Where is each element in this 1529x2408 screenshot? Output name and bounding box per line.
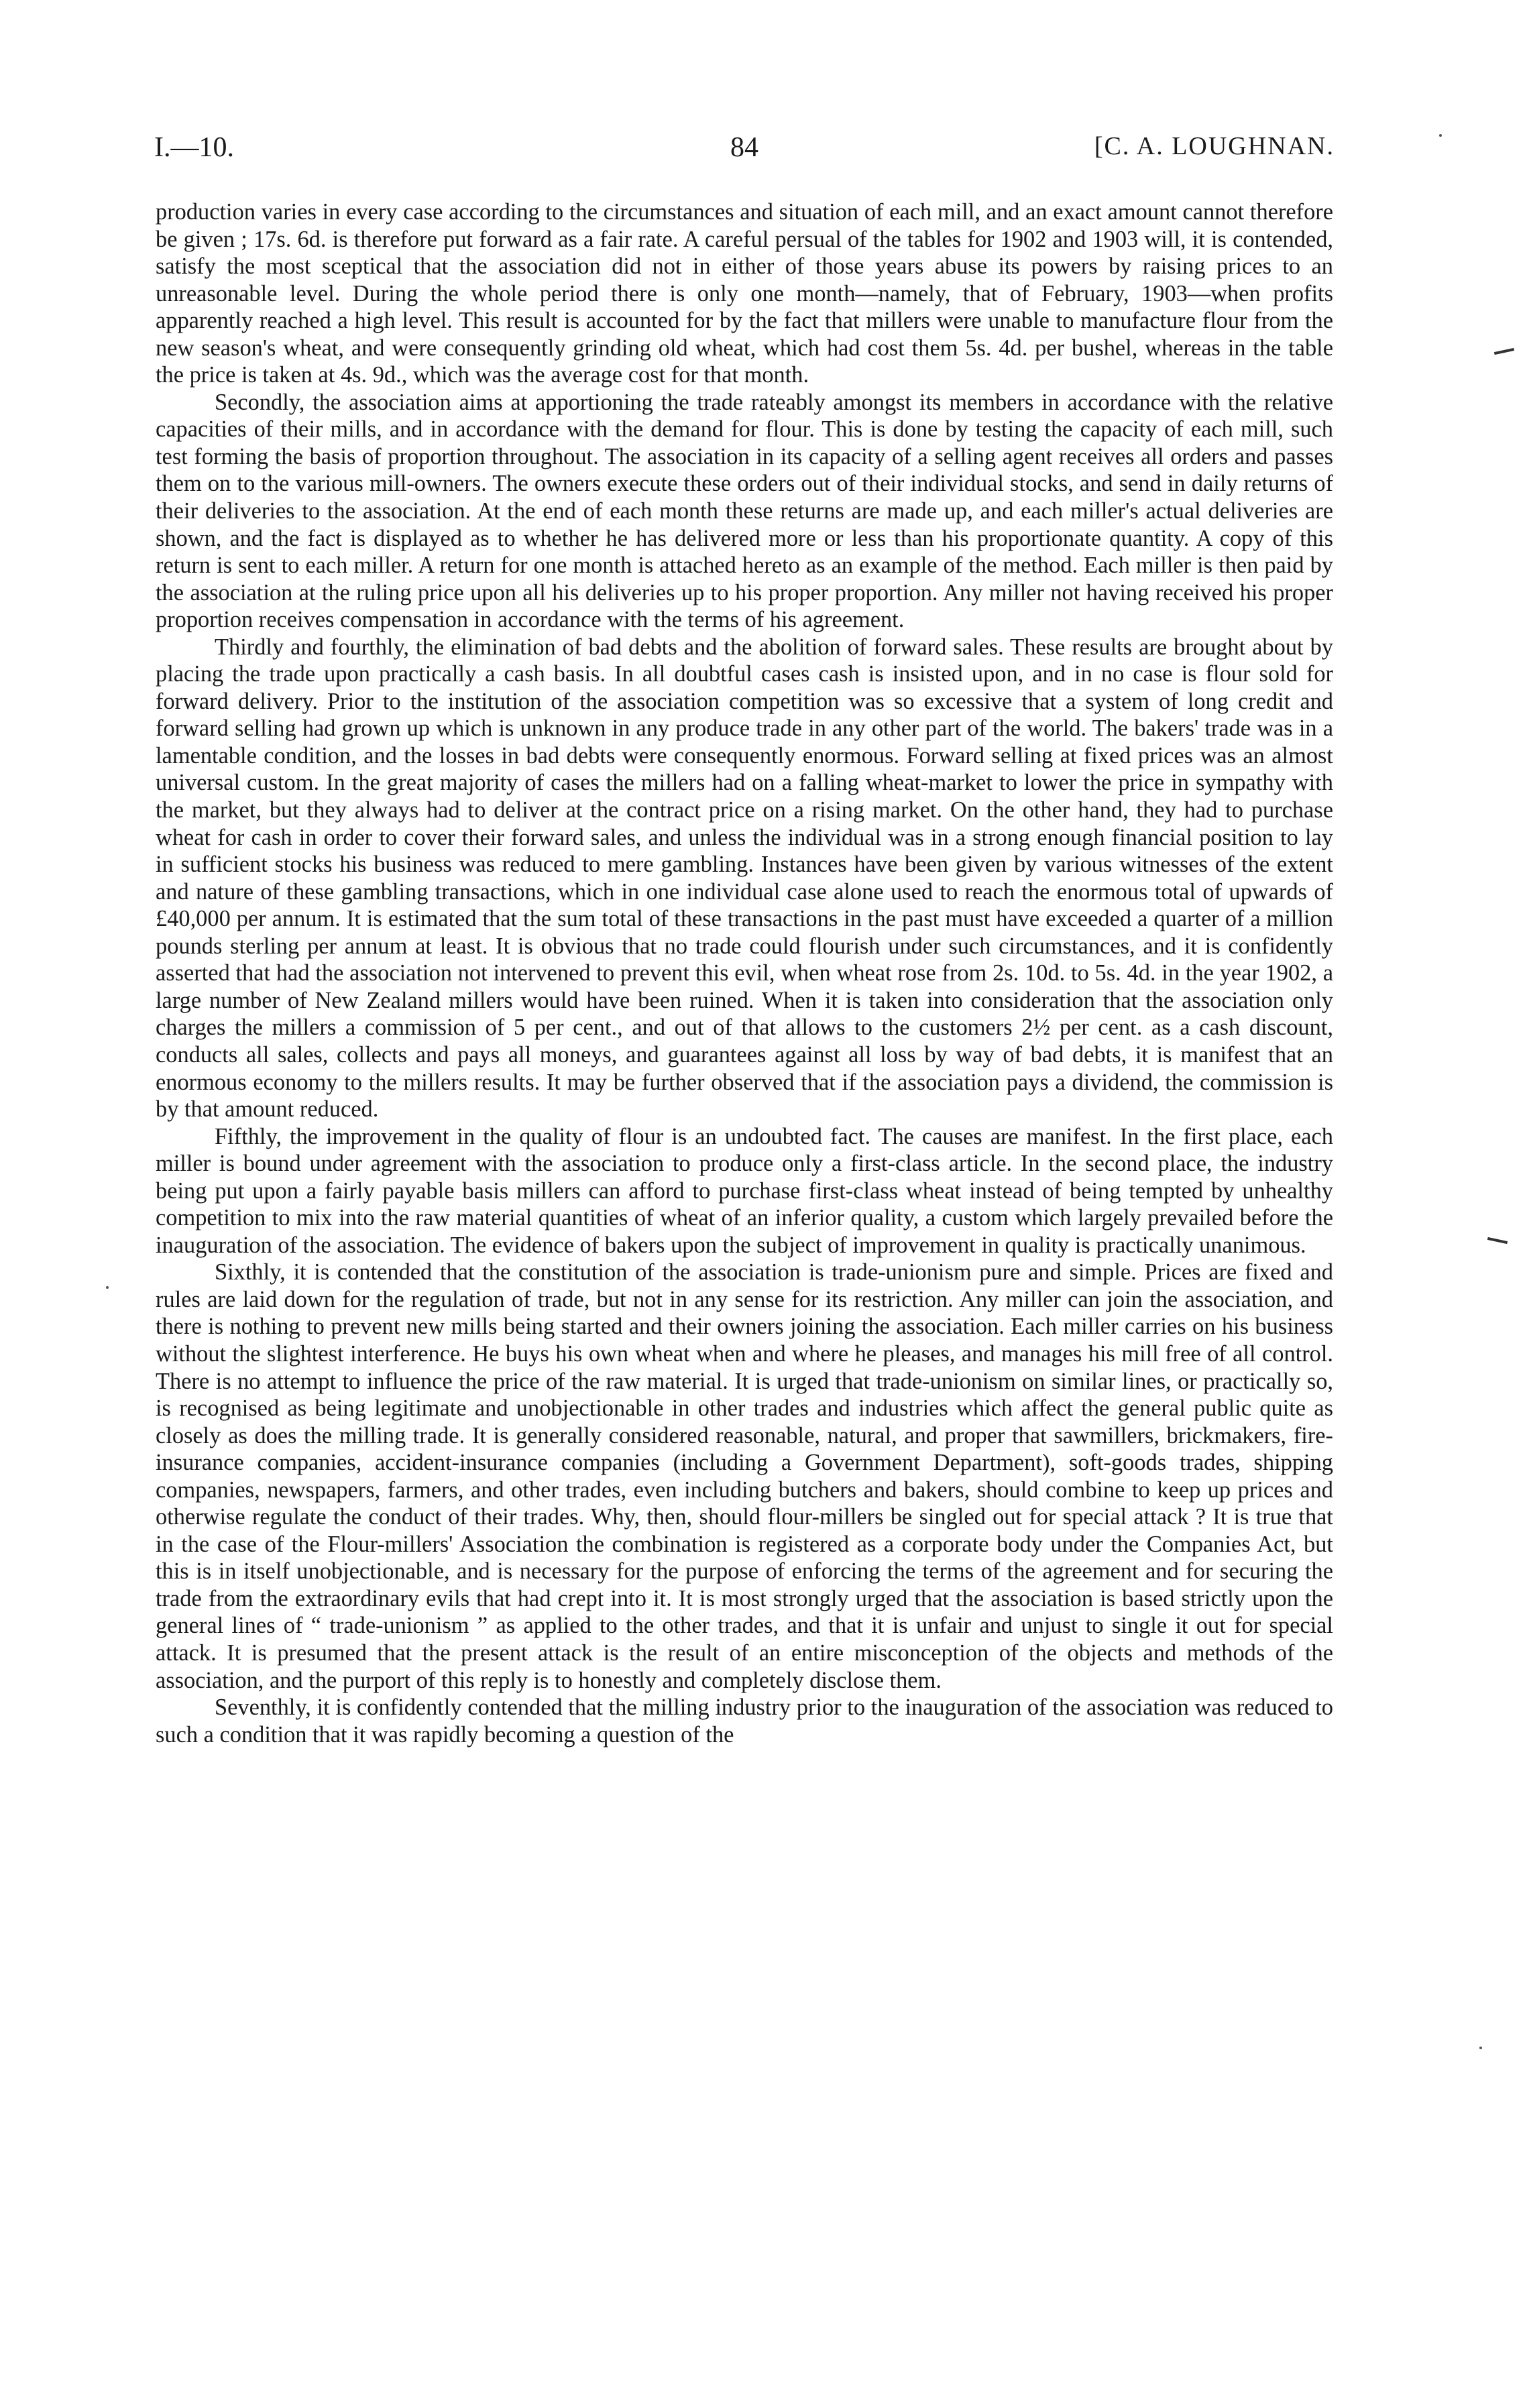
paragraph-sixthly: Sixthly, it is contended that the constitution of the association is trade-unionism pure and simple. Prices are fixed and rules are laid down for the regulation of trade, but not in any sense for its restriction. Any miller can join the association, and there is nothing to prevent new mills being started and their owners joining the association. Each miller carries on his business without the slightest interference. He buys his own wheat when and where he pleases, and manages his mill free of all control. There is no attempt to influence the price of the raw material. It is urged that trade-unionism on similar lines, or practically so, is recognised as being legitimate and unobjectionable in other trades and industries which affect the general public quite as closely as does the milling trade. It is generally considered reasonable, natural, and proper that sawmillers, brickmakers, fire-insurance companies, accident-insurance companies (including a Government Department), soft-goods trades, shipping companies, newspapers, farmers, and other trades, even including butchers and bakers, should combine to keep up prices and otherwise regulate the conduct of their trades. Why, then, should flour-millers be singled out for special attack ? It is true that in the case of the Flour-millers' Association the combination is registered as a corporate body under the Companies Act, but this is in itself unobjectionable, and is necessary for the purpose of enforcing the terms of the agreement and for securing the trade from the extraordinary evils that had crept into it. It is most strongly urged that the association is based strictly upon the general lines of “ trade-unionism ” as applied to the other trades, and that it is unfair and unjust to single it out for special attack. It is presumed that the present attack is the result of an entire misconception of the objects and methods of the association, and the purport of this reply is to honestly and completely disclose them. <box>156 1259 1333 1693</box>
margin-mark <box>1487 1237 1508 1244</box>
margin-mark <box>1494 348 1514 355</box>
paragraph-secondly: Secondly, the association aims at apportioning the trade rateably amongst its members in accordance with the relative capacities of their mills, and in accordance with the demand for flour. This is done by testing the capacity of each mill, such test forming the basis of proportion throughout. The association in its capacity of a selling agent receives all orders and passes them on to the various mill-owners. The owners execute these orders out of their individual stocks, and send in daily returns of their deliveries to the association. At the end of each month these returns are made up, and each miller's actual deliveries are shown, and the fact is displayed as to whether he has delivered more or less than his proportionate quantity. A copy of this return is sent to each miller. A return for one month is attached hereto as an example of the method. Each miller is then paid by the association at the ruling price upon all his deliveries up to his proper proportion. Any miller not having received his proper proportion receives compensation in accordance with the terms of his agreement. <box>156 389 1333 633</box>
paper-reference: I.—10. <box>154 132 234 163</box>
paragraph-continuation: production varies in every case according to the circumstances and situation of each mill, and an exact amount cannot therefore be given ; 17s. 6d. is therefore put forward as a fair rate. A careful persual of the tables for 1902 and 1903 will, it is contended, satisfy the most sceptical that the association did not in either of those years abuse its powers by raising prices to an unreasonable level. During the whole period there is only one month—namely, that of February, 1903—when profits apparently reached a high level. This result is accounted for by the fact that millers were unable to manufacture flour from the new season's wheat, and were consequently grinding old wheat, which had cost them 5s. 4d. per bushel, whereas in the table the price is taken at 4s. 9d., which was the average cost for that month. <box>156 199 1333 388</box>
scan-speck <box>106 1286 109 1289</box>
scan-speck <box>1439 134 1442 137</box>
paragraph-seventhly: Seventhly, it is confidently contended that the milling industry prior to the inauguration of the association was reduced to such a condition that it was rapidly becoming a question of the <box>156 1695 1333 1747</box>
scan-speck <box>1479 2047 1482 2049</box>
paragraph-thirdly-fourthly: Thirdly and fourthly, the elimination of bad debts and the abolition of forward sales. These results are brought about by placing the trade upon practically a cash basis. In all doubtful cases cash is insisted upon, and in no case is flour sold for forward delivery. Prior to the institution of the association competition was so excessive that a system of long credit and forward selling had grown up which is unknown in any produce trade in any other part of the world. The bakers' trade was in a lamentable condition, and the losses in bad debts were consequently enormous. Forward selling at fixed prices was an almost universal custom. In the great majority of cases the millers had on a falling wheat-market to lower the price in sympathy with the market, but they always had to deliver at the contract price on a rising market. On the other hand, they had to purchase wheat for cash in order to cover their forward sales, and unless the individual was in a strong enough financial position to lay in sufficient stocks his business was reduced to mere gambling. Instances have been given by various witnesses of the extent and nature of these gambling transactions, which in one individual case alone used to reach the enormous total of upwards of £40,000 per annum. It is estimated that the sum total of these transactions in the past must have exceeded a quarter of a million pounds sterling per annum at least. It is obvious that no trade could flourish under such circumstances, and it is confidently asserted that had the association not intervened to prevent this evil, when wheat rose from 2s. 10d. to 5s. 4d. in the year 1902, a large number of New Zealand millers would have been ruined. When it is taken into consideration that the association only charges the millers a commission of 5 per cent., and out of that allows to the customers 2½ per cent. as a cash discount, conducts all sales, collects and pays all moneys, and guarantees against all loss by way of bad debts, it is manifest that an enormous economy to the millers results. It may be further observed that if the association pays a dividend, the commission is by that amount reduced. <box>156 634 1333 1123</box>
page-number: 84 <box>730 132 758 163</box>
paragraph-fifthly: Fifthly, the improvement in the quality of flour is an undoubted fact. The causes are manifest. In the first place, each miller is bound under agreement with the association to produce only a first-class article. In the second place, the industry being put upon a fairly payable basis millers can afford to purchase first-class wheat instead of being tempted by unhealthy competition to mix into the raw material quantities of wheat of an inferior quality, a custom which largely prevailed before the inauguration of the association. The evidence of bakers upon the subject of improvement in quality is practically unanimous. <box>156 1123 1333 1258</box>
page-header <box>154 131 1335 172</box>
body-text <box>156 198 1333 1748</box>
author-attribution: [C. A. LOUGHNAN. <box>1094 132 1335 160</box>
